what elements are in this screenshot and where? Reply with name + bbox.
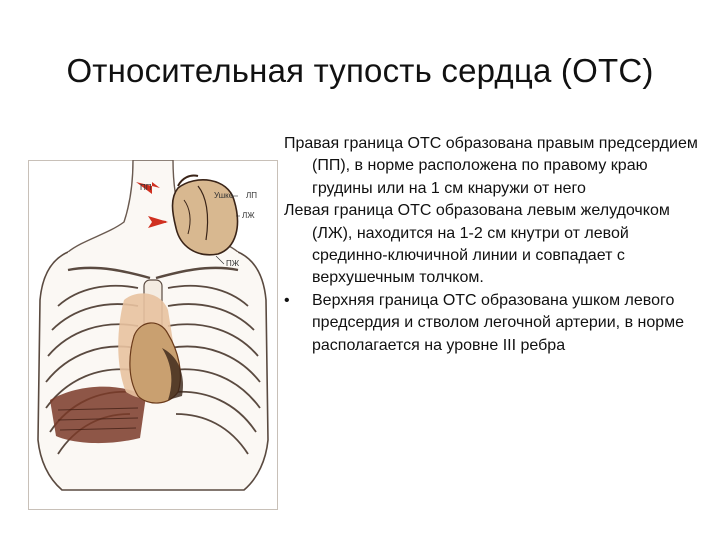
label-lzh: ЛЖ xyxy=(242,211,255,220)
bullet-mark: • xyxy=(284,291,290,309)
label-lp: ЛП xyxy=(246,191,257,200)
paragraph-right-border: Правая граница ОТС образована правым предсердием (ПП), в норме расположена по правому краю грудины или на 1 см кнаружи от него xyxy=(284,135,698,197)
paragraph-upper-border-text: Верхняя граница ОТС образована ушком левого предсердия и стволом легочной артерии, в норме располагается на уровне III ребра xyxy=(312,291,685,354)
paragraph-upper-border xyxy=(284,290,700,357)
anatomy-illustration xyxy=(28,160,278,510)
paragraph-left-border: Левая граница ОТС образована левым желудочком (ЛЖ), находится на 1-2 см кнутри от левой срединно-ключичной линии и совпадает с верхушечным толчком. xyxy=(284,202,670,287)
description-text xyxy=(284,133,700,357)
label-pp: ПП xyxy=(140,183,152,192)
label-pzh: ПЖ xyxy=(226,259,240,268)
chest-heart-diagram xyxy=(28,160,278,510)
slide-title: Относительная тупость сердца (ОТС) xyxy=(66,52,654,89)
label-ushko: Ушко xyxy=(214,191,234,200)
